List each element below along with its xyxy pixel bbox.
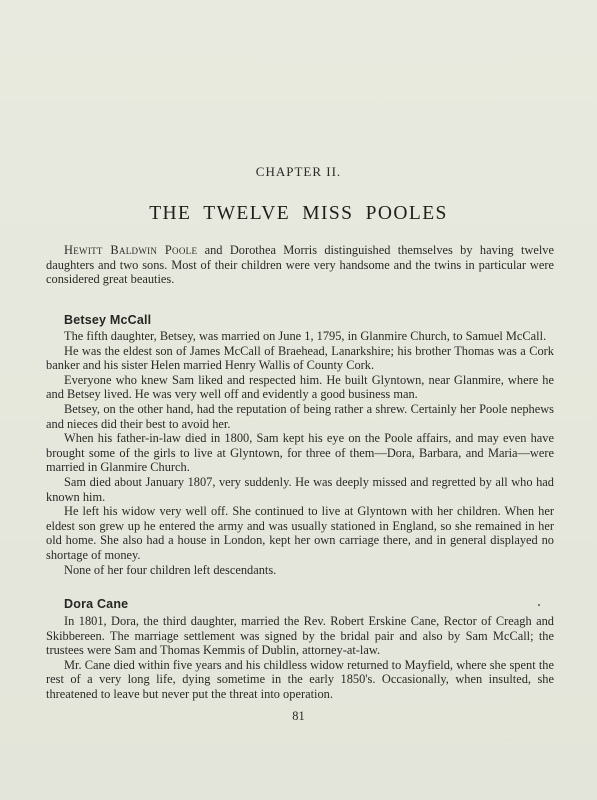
section-heading-betsey-mccall: Betsey McCall: [64, 313, 152, 327]
section-body-betsey-mccall: [46, 329, 554, 577]
paragraph: In 1801, Dora, the third daughter, married the Rev. Robert Erskine Cane, Rector of Creagh and Skibbereen. The marriage settlement was signed by the bridal pair and also by Sam McCall; the trustees were Sam and Thomas Kemmis of Dublin, attorney-at-law.: [46, 614, 554, 658]
paragraph: When his father-in-law died in 1800, Sam kept his eye on the Poole affairs, and may even have brought some of the girls to live at Glyntown, for three of them—Dora, Barbara, and Maria—were married in Glanmire Church.: [46, 431, 554, 475]
intro-text: and Dorothea Morris distinguished themselves by having twelve daughters and two sons. Most of their children were very handsome and the twins in particular were considered great beauties.: [46, 243, 555, 287]
paragraph: Mr. Cane died within five years and his childless widow returned to Mayfield, where she spent the rest of a very long life, dying sometime in the early 1850's. Occasionally, when insulted, she threatened to leave but never put the threat into operation.: [46, 657, 554, 701]
print-speck: [538, 604, 540, 606]
paragraph: None of her four children left descendants.: [64, 562, 277, 577]
section-body-dora-cane: [46, 614, 554, 702]
chapter-label: CHAPTER II.: [255, 164, 342, 179]
intro-paragraph: [46, 243, 554, 287]
paragraph: Everyone who knew Sam liked and respected him. He built Glyntown, near Glanmire, where he and Betsey lived. He was very well off and evidently a good business man.: [46, 372, 554, 402]
intro-lead-names: Hewitt Baldwin Poole: [64, 243, 198, 257]
page-number: 81: [292, 709, 305, 723]
paragraph: Sam died about January 1807, very suddenly. He was deeply missed and regretted by all who had known him.: [46, 474, 554, 504]
paragraph: Betsey, on the other hand, had the reputation of being rather a shrew. Certainly her Poole nephews and nieces did their best to avoid her.: [46, 401, 554, 431]
paragraph: He left his widow very well off. She continued to live at Glyntown with her children. When her eldest son grew up he entered the army and was usually stationed in England, so she remained in her old home. She also had a house in London, kept her own carriage there, and in general displayed no shortage of money.: [46, 504, 554, 562]
chapter-title: THE TWELVE MISS POOLES: [149, 203, 448, 224]
section-heading-dora-cane: Dora Cane: [64, 597, 129, 611]
paragraph: He was the eldest son of James McCall of Braehead, Lanarkshire; his brother Thomas was a Cork banker and his sister Helen married Henry Wallis of County Cork.: [46, 343, 554, 373]
paragraph: The fifth daughter, Betsey, was married on June 1, 1795, in Glanmire Church, to Samuel McCall.: [64, 329, 547, 343]
